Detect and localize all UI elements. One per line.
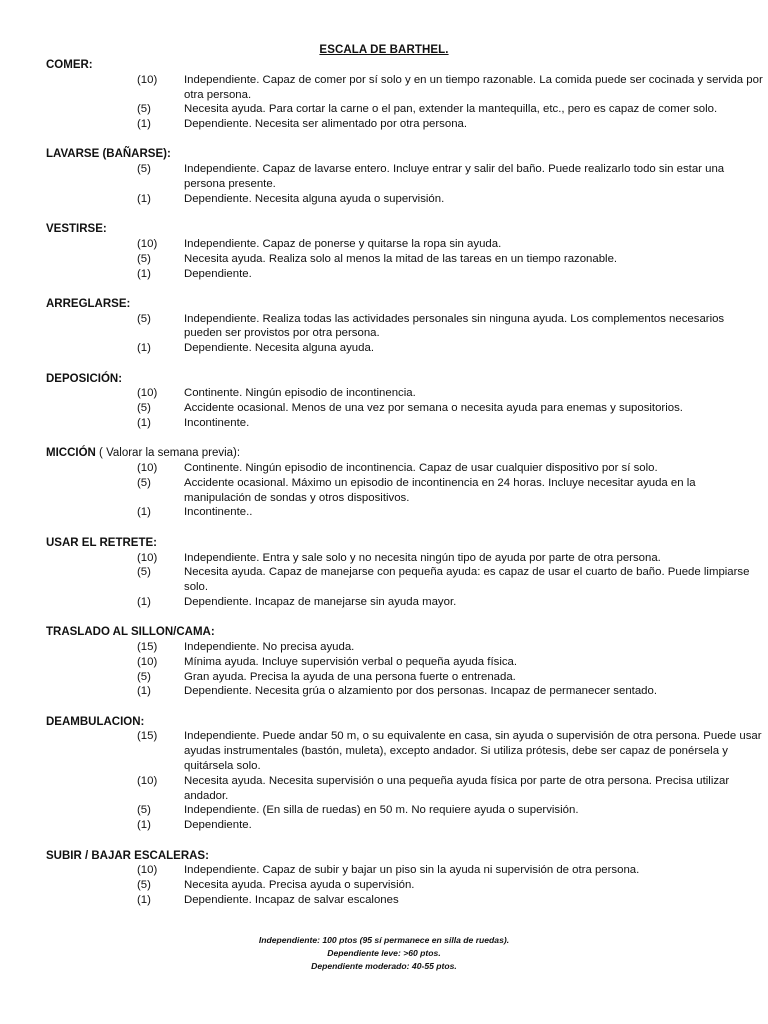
score-description: Necesita ayuda. Necesita supervisión o una pequeña ayuda física por parte de otra persona. Precisa utilizar andador. xyxy=(184,774,730,802)
score-value: (10) xyxy=(137,655,158,668)
score-value: (5) xyxy=(137,670,151,683)
score-value: (15) xyxy=(137,730,158,743)
score-item xyxy=(0,461,768,476)
score-description: Incontinente.. xyxy=(184,506,253,519)
score-description: Independiente. Capaz de lavarse entero. Incluye entrar y salir del baño. Puede realizarlo todo sin estar una persona presente. xyxy=(184,163,725,191)
score-description: Gran ayuda. Precisa la ayuda de una persona fuerte o entrenada. xyxy=(184,670,516,683)
heading-text: DEPOSICIÓN: xyxy=(46,372,123,385)
section-usar-el-retrete xyxy=(0,536,768,610)
heading-text: TRASLADO AL SILLON/CAMA: xyxy=(46,626,215,639)
heading-text: VESTIRSE: xyxy=(46,223,107,236)
score-item xyxy=(0,312,768,342)
legend-line-independiente: Independiente: 100 ptos (95 sí permanece en silla de ruedas). xyxy=(258,935,510,945)
score-value: (1) xyxy=(137,118,151,131)
section-heading xyxy=(0,58,768,73)
score-item xyxy=(0,476,768,506)
score-item xyxy=(0,863,768,878)
heading-text: SUBIR / BAJAR ESCALERAS: xyxy=(46,849,209,862)
section-deposicion xyxy=(0,372,768,431)
section-heading xyxy=(0,372,768,387)
score-item xyxy=(0,565,768,595)
score-item xyxy=(0,774,768,804)
score-value: (1) xyxy=(137,595,151,608)
score-value: (10) xyxy=(137,864,158,877)
score-value: (10) xyxy=(137,462,158,475)
score-description: Dependiente. Necesita grúa o alzamiento por dos personas. Incapaz de permanecer sentado. xyxy=(184,685,658,698)
score-value: (5) xyxy=(137,103,151,116)
document-title: ESCALA DE BARTHEL. xyxy=(319,44,449,56)
score-description: Dependiente. xyxy=(184,819,252,832)
score-description: Dependiente. Incapaz de manejarse sin ayuda mayor. xyxy=(184,595,457,608)
score-item xyxy=(0,401,768,416)
score-description: Dependiente. Necesita alguna ayuda o supervisión. xyxy=(184,192,445,205)
score-description: Dependiente. Incapaz de salvar escalones xyxy=(184,893,399,906)
score-value: (1) xyxy=(137,192,151,205)
score-description: Continente. Ningún episodio de incontinencia. xyxy=(184,387,416,400)
section-comer xyxy=(0,58,768,132)
score-item xyxy=(0,595,768,610)
heading-text: COMER: xyxy=(46,59,93,71)
section-vestirse xyxy=(0,222,768,281)
score-item xyxy=(0,386,768,401)
score-value: (10) xyxy=(137,774,158,787)
score-description: Necesita ayuda. Realiza solo al menos la mitad de las tareas en un tiempo razonable. xyxy=(184,252,618,265)
heading-text: ARREGLARSE: xyxy=(46,297,131,310)
score-item xyxy=(0,237,768,252)
score-description: Dependiente. Necesita alguna ayuda. xyxy=(184,342,374,355)
score-value: (10) xyxy=(137,551,158,564)
score-value: (5) xyxy=(137,879,151,892)
score-item xyxy=(0,551,768,566)
section-traslado xyxy=(0,625,768,699)
score-item xyxy=(0,729,768,773)
score-description: Mínima ayuda. Incluye supervisión verbal o pequeña ayuda física. xyxy=(184,655,518,668)
score-description: Continente. Ningún episodio de incontinencia. Capaz de usar cualquier dispositivo por sí solo. xyxy=(184,462,658,475)
score-value: (5) xyxy=(137,252,151,265)
score-value: (15) xyxy=(137,641,158,653)
score-description: Independiente. (En silla de ruedas) en 50 m. No requiere ayuda o supervisión. xyxy=(184,804,579,817)
section-escaleras xyxy=(0,849,768,908)
score-item xyxy=(0,818,768,833)
score-value: (5) xyxy=(137,163,151,176)
score-item xyxy=(0,670,768,685)
score-description: Dependiente. Necesita ser alimentado por otra persona. xyxy=(184,118,468,131)
section-heading xyxy=(0,446,768,461)
score-item xyxy=(0,73,768,103)
score-description: Independiente. Entra y sale solo y no necesita ningún tipo de ayuda por parte de otra persona. xyxy=(184,551,661,564)
score-description: Incontinente. xyxy=(184,416,250,429)
section-heading xyxy=(0,625,768,640)
score-description: Independiente. Realiza todas las actividades personales sin ninguna ayuda. Los complementos necesarios pueden ser provistos por otra persona. xyxy=(184,312,725,340)
section-heading xyxy=(0,536,768,551)
heading-text: LAVARSE (BAÑARSE): xyxy=(46,148,171,161)
score-item xyxy=(0,505,768,520)
score-value: (5) xyxy=(137,804,151,817)
score-item xyxy=(0,684,768,699)
score-item xyxy=(0,267,768,282)
score-description: Necesita ayuda. Capaz de manejarse con pequeña ayuda: es capaz de usar el cuarto de baño. Puede limpiarse solo. xyxy=(184,566,750,594)
section-heading xyxy=(0,715,768,730)
score-item xyxy=(0,102,768,117)
score-value: (1) xyxy=(137,342,151,355)
score-value: (1) xyxy=(137,819,151,832)
heading-text: DEAMBULACION: xyxy=(46,715,145,728)
score-description: Independiente. Capaz de comer por sí solo y en un tiempo razonable. La comida puede ser cocinada y servida por otra persona. xyxy=(184,73,763,101)
score-description: Independiente. Capaz de subir y bajar un piso sin la ayuda ni supervisión de otra persona. xyxy=(184,864,640,877)
section-heading xyxy=(0,297,768,312)
section-heading xyxy=(0,147,768,162)
score-item xyxy=(0,640,768,655)
heading-note: ( Valorar la semana previa): xyxy=(95,447,241,460)
score-value: (5) xyxy=(137,476,151,489)
section-arreglarse xyxy=(0,297,768,356)
score-value: (5) xyxy=(137,312,151,325)
score-item xyxy=(0,803,768,818)
score-item xyxy=(0,655,768,670)
legend-line-dependiente-moderado: Dependiente moderado: 40-55 ptos. xyxy=(311,960,457,971)
score-value: (10) xyxy=(137,237,158,250)
score-value: (5) xyxy=(137,566,151,579)
score-description: Necesita ayuda. Para cortar la carne o el pan, extender la mantequilla, etc., pero es capaz de comer solo. xyxy=(184,103,718,116)
score-item xyxy=(0,878,768,893)
section-heading xyxy=(0,849,768,864)
score-item xyxy=(0,341,768,356)
score-description: Independiente. Capaz de ponerse y quitarse la ropa sin ayuda. xyxy=(184,237,502,250)
section-deambulacion xyxy=(0,715,768,833)
section-miccion xyxy=(0,446,768,520)
score-value: (1) xyxy=(137,506,151,519)
sections-list xyxy=(0,58,768,923)
score-item xyxy=(0,117,768,132)
score-value: (1) xyxy=(137,685,151,698)
score-description: Dependiente. xyxy=(184,267,252,280)
score-description: Accidente ocasional. Máximo un episodio de incontinencia en 24 horas. Incluye necesitar ayuda en la manipulación de sondas y otros dispositivos. xyxy=(184,476,696,504)
score-item xyxy=(0,416,768,431)
scoring-legend xyxy=(0,934,768,972)
heading-text: MICCIÓN xyxy=(46,447,96,460)
score-item xyxy=(0,893,768,908)
score-value: (5) xyxy=(137,402,151,415)
score-item xyxy=(0,162,768,192)
heading-text: USAR EL RETRETE: xyxy=(46,536,157,549)
score-description: Accidente ocasional. Menos de una vez por semana o necesita ayuda para enemas y supositorios. xyxy=(184,402,683,415)
score-value: (1) xyxy=(137,893,151,906)
score-value: (10) xyxy=(137,387,158,400)
score-value: (1) xyxy=(137,416,151,429)
legend-line-dependiente-leve: Dependiente leve: >60 ptos. xyxy=(327,947,441,958)
score-description: Independiente. Puede andar 50 m, o su equivalente en casa, sin ayuda o supervisión de otra persona. Puede usar ayudas instrumentales (bastón, muleta), excepto andador. Si utiliza prótesis, debe ser capaz de ponérsela y quitársela solo. xyxy=(184,730,762,773)
section-heading xyxy=(0,222,768,237)
score-description: Necesita ayuda. Precisa ayuda o supervisión. xyxy=(184,879,415,892)
section-lavarse xyxy=(0,147,768,206)
score-item xyxy=(0,252,768,267)
score-item xyxy=(0,192,768,207)
score-description: Independiente. No precisa ayuda. xyxy=(184,641,355,653)
score-value: (10) xyxy=(137,73,158,86)
score-value: (1) xyxy=(137,267,151,280)
